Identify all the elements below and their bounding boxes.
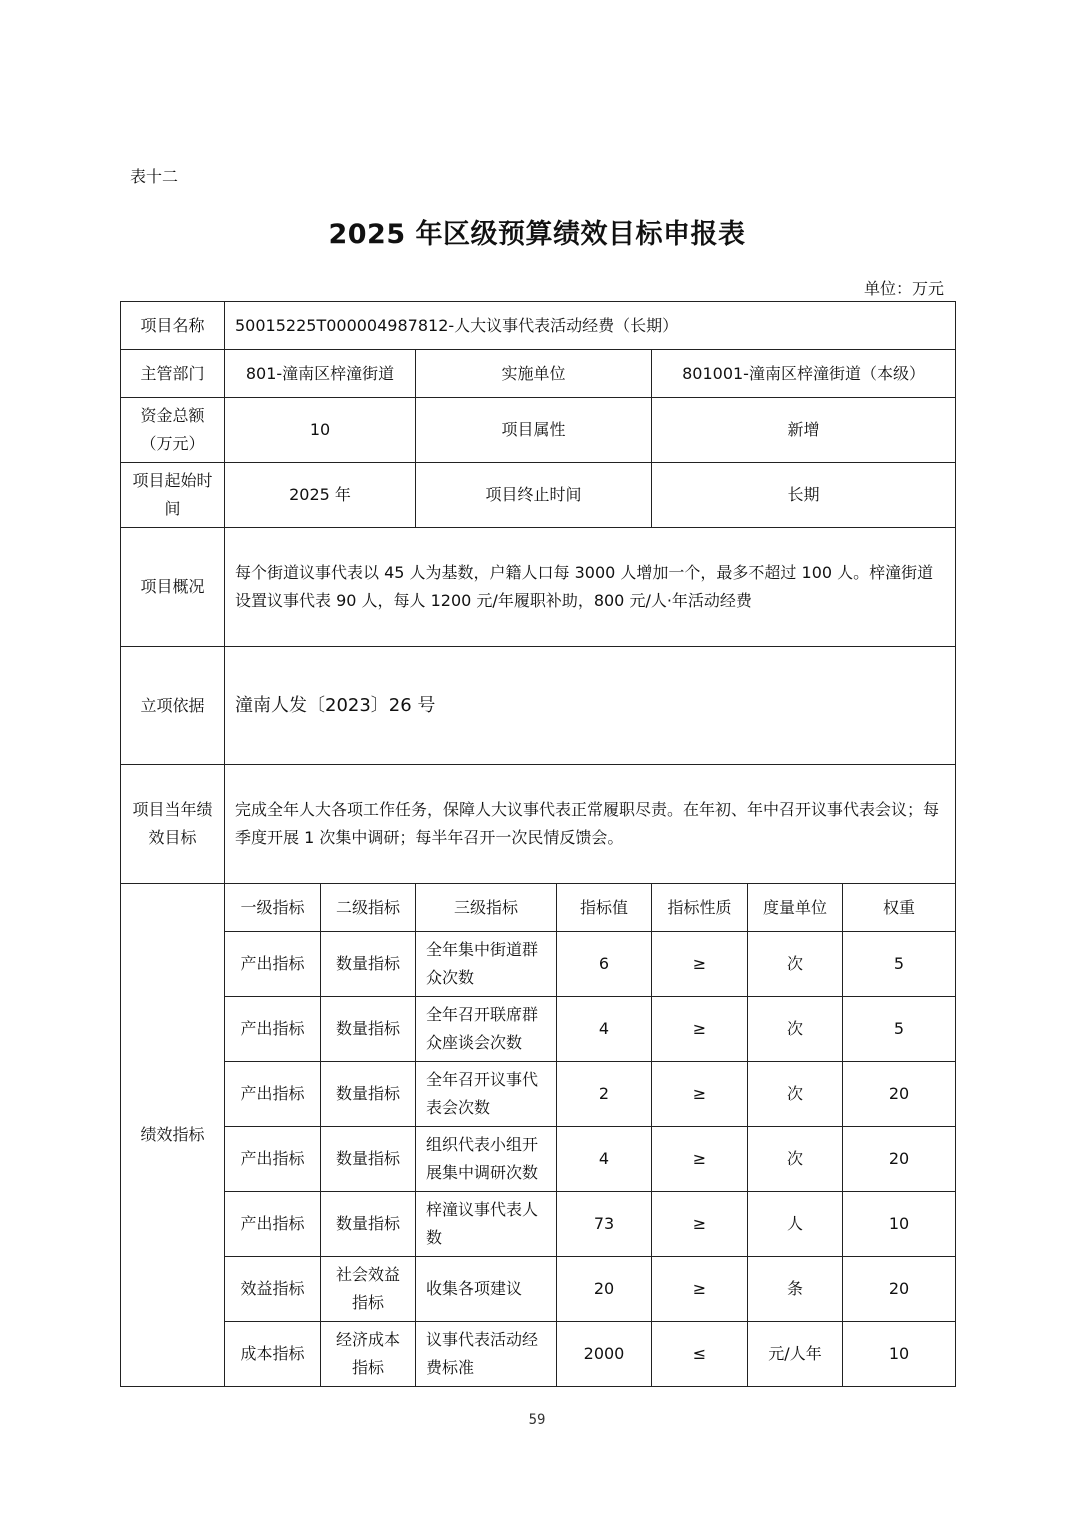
overview-value: 每个街道议事代表以 45 人为基数，户籍人口每 3000 人增加一个，最多不超过 100 人。梓潼街道设置议事代表 90 人，每人 1200 元/年履职补助，800 元/人·年活动经费 xyxy=(225,528,956,647)
indicator-row xyxy=(121,932,956,997)
indicator-nature: ≥ xyxy=(652,1127,748,1192)
level2-indicator: 数量指标 xyxy=(321,1192,416,1257)
level1-indicator: 产出指标 xyxy=(225,1062,321,1127)
level1-indicator: 产出指标 xyxy=(225,997,321,1062)
indicator-row xyxy=(121,1192,956,1257)
indicator-unit: 元/人年 xyxy=(748,1322,843,1387)
indicators-section-label: 绩效指标 xyxy=(121,884,225,1387)
implementing-unit-value: 801001-潼南区梓潼街道（本级） xyxy=(652,350,956,398)
indicator-nature: ≥ xyxy=(652,1257,748,1322)
department-label: 主管部门 xyxy=(121,350,225,398)
total-funds-value: 10 xyxy=(225,398,416,463)
header-weight: 权重 xyxy=(843,884,956,932)
indicator-weight: 20 xyxy=(843,1062,956,1127)
level3-indicator: 梓潼议事代表人数 xyxy=(416,1192,557,1257)
row-annual-goal xyxy=(121,765,956,884)
level2-indicator: 数量指标 xyxy=(321,997,416,1062)
level3-indicator: 组织代表小组开展集中调研次数 xyxy=(416,1127,557,1192)
annual-goal-label: 项目当年绩效目标 xyxy=(121,765,225,884)
unit-label: 单位：万元 xyxy=(863,279,944,298)
indicator-unit: 条 xyxy=(748,1257,843,1322)
annual-goal-value: 完成全年人大各项工作任务，保障人大议事代表正常履职尽责。在年初、年中召开议事代表会议；每季度开展 1 次集中调研；每半年召开一次民情反馈会。 xyxy=(225,765,956,884)
header-level3: 三级指标 xyxy=(416,884,557,932)
project-name-label: 项目名称 xyxy=(121,302,225,350)
indicator-unit: 次 xyxy=(748,932,843,997)
indicator-value: 4 xyxy=(557,1127,652,1192)
indicator-unit: 人 xyxy=(748,1192,843,1257)
row-basis xyxy=(121,647,956,765)
indicator-weight: 10 xyxy=(843,1192,956,1257)
indicator-nature: ≥ xyxy=(652,997,748,1062)
level1-indicator: 产出指标 xyxy=(225,932,321,997)
indicator-header-row xyxy=(121,884,956,932)
indicator-unit: 次 xyxy=(748,997,843,1062)
table-label: 表十二 xyxy=(130,167,179,186)
overview-label: 项目概况 xyxy=(121,528,225,647)
level3-indicator: 收集各项建议 xyxy=(416,1257,557,1322)
row-funds xyxy=(121,398,956,463)
level2-indicator: 数量指标 xyxy=(321,932,416,997)
level2-indicator: 经济成本指标 xyxy=(321,1322,416,1387)
indicator-row xyxy=(121,1062,956,1127)
header-level1: 一级指标 xyxy=(225,884,321,932)
indicator-value: 4 xyxy=(557,997,652,1062)
header-nature: 指标性质 xyxy=(652,884,748,932)
implementing-unit-label: 实施单位 xyxy=(416,350,652,398)
indicator-weight: 5 xyxy=(843,997,956,1062)
indicator-value: 20 xyxy=(557,1257,652,1322)
row-period xyxy=(121,463,956,528)
row-department xyxy=(121,350,956,398)
indicator-value: 2000 xyxy=(557,1322,652,1387)
project-name-value: 50015225T000004987812-人大议事代表活动经费（长期） xyxy=(225,302,956,350)
project-attribute-value: 新增 xyxy=(652,398,956,463)
level2-indicator: 社会效益指标 xyxy=(321,1257,416,1322)
indicator-nature: ≥ xyxy=(652,1192,748,1257)
level3-indicator: 全年召开议事代表会次数 xyxy=(416,1062,557,1127)
department-value: 801-潼南区梓潼街道 xyxy=(225,350,416,398)
basis-label: 立项依据 xyxy=(121,647,225,765)
page-number: 59 xyxy=(528,1412,546,1428)
header-value: 指标值 xyxy=(557,884,652,932)
row-overview xyxy=(121,528,956,647)
project-attribute-label: 项目属性 xyxy=(416,398,652,463)
level2-indicator: 数量指标 xyxy=(321,1127,416,1192)
indicator-row xyxy=(121,1257,956,1322)
indicator-value: 2 xyxy=(557,1062,652,1127)
indicator-nature: ≥ xyxy=(652,1062,748,1127)
level3-indicator: 议事代表活动经费标准 xyxy=(416,1322,557,1387)
end-time-label: 项目终止时间 xyxy=(416,463,652,528)
indicator-weight: 10 xyxy=(843,1322,956,1387)
basis-value: 潼南人发〔2023〕26 号 xyxy=(225,647,956,765)
level1-indicator: 效益指标 xyxy=(225,1257,321,1322)
indicator-weight: 20 xyxy=(843,1127,956,1192)
row-project-name xyxy=(121,302,956,350)
start-time-value: 2025 年 xyxy=(225,463,416,528)
indicator-row xyxy=(121,997,956,1062)
level3-indicator: 全年集中街道群众次数 xyxy=(416,932,557,997)
indicator-unit: 次 xyxy=(748,1062,843,1127)
indicator-nature: ≤ xyxy=(652,1322,748,1387)
indicator-weight: 5 xyxy=(843,932,956,997)
indicator-value: 6 xyxy=(557,932,652,997)
total-funds-label: 资金总额（万元） xyxy=(121,398,225,463)
level1-indicator: 产出指标 xyxy=(225,1192,321,1257)
indicator-value: 73 xyxy=(557,1192,652,1257)
level3-indicator: 全年召开联席群众座谈会次数 xyxy=(416,997,557,1062)
indicator-row xyxy=(121,1127,956,1192)
indicator-nature: ≥ xyxy=(652,932,748,997)
performance-target-table xyxy=(120,301,956,1387)
indicator-weight: 20 xyxy=(843,1257,956,1322)
indicator-unit: 次 xyxy=(748,1127,843,1192)
page-title: 2025 年区级预算绩效目标申报表 xyxy=(328,219,746,250)
level2-indicator: 数量指标 xyxy=(321,1062,416,1127)
level1-indicator: 产出指标 xyxy=(225,1127,321,1192)
start-time-label: 项目起始时间 xyxy=(121,463,225,528)
header-level2: 二级指标 xyxy=(321,884,416,932)
end-time-value: 长期 xyxy=(652,463,956,528)
indicator-row xyxy=(121,1322,956,1387)
header-unit: 度量单位 xyxy=(748,884,843,932)
level1-indicator: 成本指标 xyxy=(225,1322,321,1387)
